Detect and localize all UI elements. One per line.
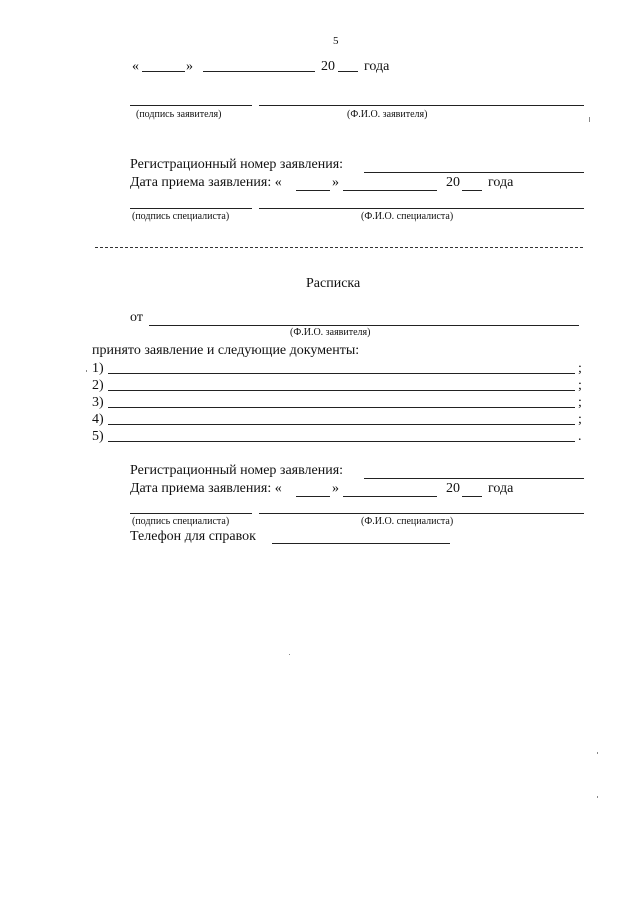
receipt-specialist-name-caption: (Ф.И.О. специалиста) [361,516,454,527]
date-received-label: Дата приема заявления: « [130,175,282,190]
specialist-signature-line[interactable] [130,208,252,209]
page-number: 5 [333,35,339,47]
document-item-line[interactable] [108,441,575,442]
receipt-reg-number-label: Регистрационный номер заявления: [130,463,344,478]
date-received-year-prefix: 20 [446,175,460,190]
scan-mark [597,752,598,754]
applicant-signature-line[interactable] [130,105,252,106]
documents-intro: принято заявление и следующие документы: [92,343,360,358]
year-prefix: 20 [321,59,335,74]
from-label: от [130,310,143,325]
receipt-specialist-name-line[interactable] [259,513,584,514]
document-item-number: 1) [92,361,104,376]
phone-label: Телефон для справок [130,529,256,544]
receipt-title: Расписка [306,276,361,291]
date-received-quote-close: » [332,175,339,190]
specialist-name-caption: (Ф.И.О. специалиста) [361,211,454,222]
document-item-line[interactable] [108,424,575,425]
date-received-day-line[interactable] [296,190,330,191]
document-item-end: . [578,429,582,444]
receipt-date-quote-close: » [332,481,339,496]
document-item-end: ; [578,378,582,393]
date-received-month-line[interactable] [343,190,437,191]
date-quote-open: « [132,59,139,74]
document-item-line[interactable] [108,373,575,374]
receipt-specialist-signature-line[interactable] [130,513,252,514]
date-received-year-suffix: года [488,175,514,190]
scan-mark [289,654,290,655]
document-item-end: ; [578,412,582,427]
receipt-date-received-label: Дата приема заявления: « [130,481,282,496]
receipt-date-year-line[interactable] [462,496,482,497]
document-item-end: ; [578,395,582,410]
document-item-line[interactable] [108,390,575,391]
receipt-date-year-prefix: 20 [446,481,460,496]
date-received-year-line[interactable] [462,190,482,191]
document-item-number: 4) [92,412,104,427]
cut-line [95,247,583,248]
document-item-number: 3) [92,395,104,410]
receipt-applicant-name-caption: (Ф.И.О. заявителя) [290,327,371,338]
applicant-name-caption: (Ф.И.О. заявителя) [347,109,428,120]
receipt-specialist-signature-caption: (подпись специалиста) [132,516,230,527]
scan-mark [589,117,590,122]
month-field-line[interactable] [203,71,315,72]
scan-mark [597,796,598,798]
applicant-signature-caption: (подпись заявителя) [136,109,222,120]
year-suffix: года [364,59,390,74]
reg-number-label: Регистрационный номер заявления: [130,157,344,172]
document-item-line[interactable] [108,407,575,408]
receipt-date-day-line[interactable] [296,496,330,497]
receipt-date-year-suffix: года [488,481,514,496]
scan-mark [86,370,87,372]
from-name-line[interactable] [149,325,579,326]
phone-field-line[interactable] [272,543,450,544]
day-field-line[interactable] [142,71,185,72]
specialist-name-line[interactable] [259,208,584,209]
document-item-number: 2) [92,378,104,393]
year-field-line[interactable] [338,71,358,72]
receipt-date-month-line[interactable] [343,496,437,497]
receipt-reg-number-field-line[interactable] [364,478,584,479]
applicant-name-line[interactable] [259,105,584,106]
document-item-end: ; [578,361,582,376]
reg-number-field-line[interactable] [364,172,584,173]
document-item-number: 5) [92,429,104,444]
specialist-signature-caption: (подпись специалиста) [132,211,230,222]
date-quote-close: » [186,59,193,74]
